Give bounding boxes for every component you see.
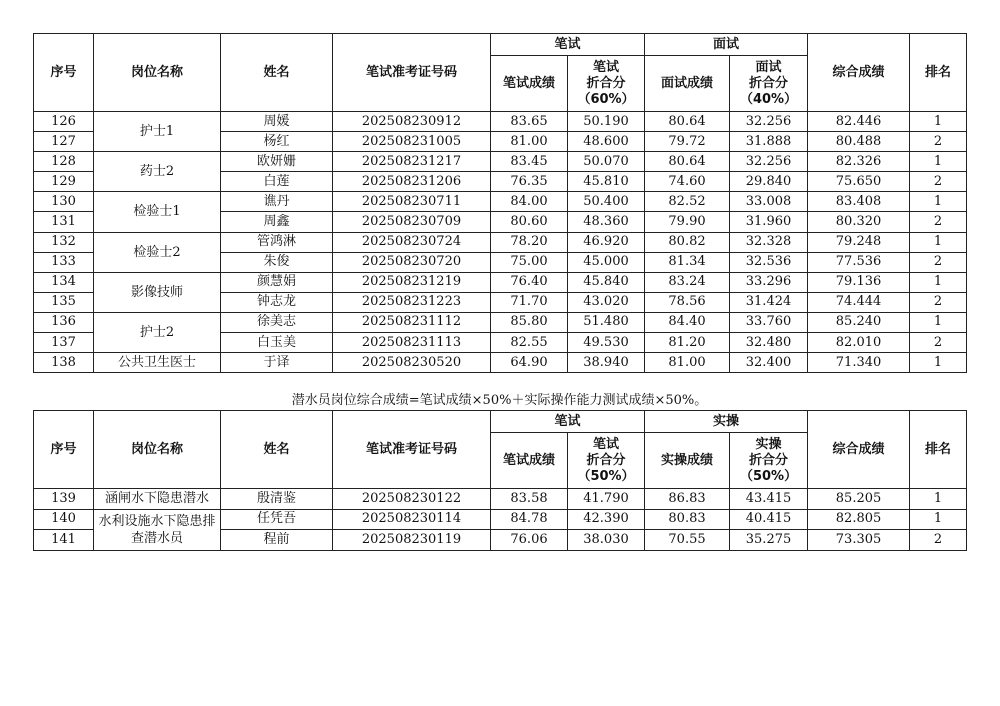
cell-name: 朱俊 xyxy=(221,252,333,272)
table-row xyxy=(34,232,967,252)
header-written-weighted-line: （50%） xyxy=(577,468,635,484)
cell-interview-score: 79.90 xyxy=(645,212,730,232)
cell-interview-weighted: 32.256 xyxy=(730,112,808,132)
diver-score-note: 潜水员岗位综合成绩=笔试成绩×50%＋实际操作能力测试成绩×50%。 xyxy=(291,393,708,408)
cell-ticket: 202508230709 xyxy=(333,212,491,232)
cell-written-weighted: 48.360 xyxy=(568,212,645,232)
cell-name: 钟志龙 xyxy=(221,292,333,312)
cell-ticket: 202508230114 xyxy=(333,509,491,530)
cell-total: 74.444 xyxy=(808,292,910,312)
cell-interview-weighted: 31.888 xyxy=(730,132,808,152)
cell-rank: 2 xyxy=(910,333,967,353)
header-written-group: 笔试 xyxy=(491,411,645,433)
cell-interview-weighted: 32.256 xyxy=(730,152,808,172)
cell-written-weighted: 41.790 xyxy=(568,489,645,510)
cell-written-score: 84.00 xyxy=(491,192,568,212)
cell-total: 85.240 xyxy=(808,312,910,332)
cell-practical-score: 80.83 xyxy=(645,509,730,530)
cell-rank: 1 xyxy=(910,112,967,132)
cell-interview-score: 80.64 xyxy=(645,112,730,132)
cell-written-score: 78.20 xyxy=(491,232,568,252)
header-written-weighted-line: 折合分 xyxy=(586,452,626,468)
header-written-weighted-line: 笔试 xyxy=(593,59,620,75)
cell-written-score: 75.00 xyxy=(491,252,568,272)
cell-interview-score: 80.64 xyxy=(645,152,730,172)
cell-rank: 1 xyxy=(910,489,967,510)
table-row xyxy=(34,192,967,212)
header-ticket: 笔试准考证号码 xyxy=(333,34,491,112)
header-written-group: 笔试 xyxy=(491,34,645,56)
cell-written-score: 84.78 xyxy=(491,509,568,530)
header-written-score: 笔试成绩 xyxy=(491,56,568,112)
cell-written-weighted: 46.920 xyxy=(568,232,645,252)
cell-total: 82.010 xyxy=(808,333,910,353)
cell-index: 132 xyxy=(34,232,94,252)
cell-index: 130 xyxy=(34,192,94,212)
header-rank: 排名 xyxy=(910,411,967,489)
cell-ticket: 202508230912 xyxy=(333,112,491,132)
cell-ticket: 202508230520 xyxy=(333,353,491,373)
cell-name: 白莲 xyxy=(221,172,333,192)
header-written-weighted-line: 笔试 xyxy=(593,436,620,452)
table-row xyxy=(34,489,967,510)
header-practical-weighted-line: （50%） xyxy=(739,468,798,484)
cell-written-weighted: 42.390 xyxy=(568,509,645,530)
header-practical-weighted xyxy=(730,433,808,489)
cell-position: 检验士1 xyxy=(94,192,221,232)
cell-ticket: 202508230720 xyxy=(333,252,491,272)
header-total: 综合成绩 xyxy=(808,411,910,489)
cell-interview-score: 78.56 xyxy=(645,292,730,312)
cell-name: 管鸿淋 xyxy=(221,232,333,252)
cell-written-weighted: 50.400 xyxy=(568,192,645,212)
header-total: 综合成绩 xyxy=(808,34,910,112)
header-name: 姓名 xyxy=(221,34,333,112)
cell-name: 于译 xyxy=(221,353,333,373)
cell-written-score: 64.90 xyxy=(491,353,568,373)
cell-name: 欧妍姗 xyxy=(221,152,333,172)
cell-name: 殷清鉴 xyxy=(221,489,333,510)
cell-index: 133 xyxy=(34,252,94,272)
cell-ticket: 202508230724 xyxy=(333,232,491,252)
cell-written-weighted: 45.810 xyxy=(568,172,645,192)
header-practical-weighted-line: 实操 xyxy=(755,436,782,452)
header-practical-group: 实操 xyxy=(645,411,808,433)
cell-interview-score: 74.60 xyxy=(645,172,730,192)
cell-rank: 1 xyxy=(910,509,967,530)
cell-position: 水利设施水下隐患排查潜水员 xyxy=(94,509,221,550)
cell-index: 129 xyxy=(34,172,94,192)
header-practical-weighted-line: 折合分 xyxy=(749,452,789,468)
header-interview-weighted xyxy=(730,56,808,112)
cell-interview-weighted: 33.296 xyxy=(730,272,808,292)
cell-index: 134 xyxy=(34,272,94,292)
cell-index: 128 xyxy=(34,152,94,172)
table-row xyxy=(34,312,967,332)
cell-position: 药士2 xyxy=(94,152,221,192)
cell-rank: 1 xyxy=(910,232,967,252)
cell-practical-score: 70.55 xyxy=(645,530,730,551)
cell-position: 护士2 xyxy=(94,312,221,352)
cell-name: 周媛 xyxy=(221,112,333,132)
header-interview-group: 面试 xyxy=(645,34,808,56)
cell-total: 83.408 xyxy=(808,192,910,212)
cell-interview-score: 84.40 xyxy=(645,312,730,332)
cell-interview-weighted: 32.400 xyxy=(730,353,808,373)
cell-practical-weighted: 35.275 xyxy=(730,530,808,551)
cell-interview-weighted: 33.008 xyxy=(730,192,808,212)
header-written-weighted xyxy=(568,56,645,112)
table-row xyxy=(34,509,967,530)
cell-written-weighted: 49.530 xyxy=(568,333,645,353)
cell-name: 杨红 xyxy=(221,132,333,152)
cell-written-weighted: 38.030 xyxy=(568,530,645,551)
header-index: 序号 xyxy=(34,34,94,112)
cell-total: 73.305 xyxy=(808,530,910,551)
practical-score-table xyxy=(33,410,967,551)
cell-interview-weighted: 31.960 xyxy=(730,212,808,232)
header-written-weighted-line: （60%） xyxy=(577,91,635,107)
cell-total: 80.488 xyxy=(808,132,910,152)
cell-written-weighted: 51.480 xyxy=(568,312,645,332)
cell-rank: 2 xyxy=(910,212,967,232)
cell-total: 77.536 xyxy=(808,252,910,272)
cell-written-score: 81.00 xyxy=(491,132,568,152)
cell-practical-weighted: 43.415 xyxy=(730,489,808,510)
cell-interview-weighted: 32.536 xyxy=(730,252,808,272)
cell-index: 127 xyxy=(34,132,94,152)
cell-position: 影像技师 xyxy=(94,272,221,312)
header-practical-score: 实操成绩 xyxy=(645,433,730,489)
cell-written-score: 80.60 xyxy=(491,212,568,232)
cell-practical-weighted: 40.415 xyxy=(730,509,808,530)
header-rank: 排名 xyxy=(910,34,967,112)
header-interview-score: 面试成绩 xyxy=(645,56,730,112)
cell-total: 82.446 xyxy=(808,112,910,132)
header-ticket: 笔试准考证号码 xyxy=(333,411,491,489)
cell-interview-score: 81.00 xyxy=(645,353,730,373)
cell-total: 82.326 xyxy=(808,152,910,172)
cell-position: 护士1 xyxy=(94,112,221,152)
cell-written-weighted: 45.000 xyxy=(568,252,645,272)
cell-practical-score: 86.83 xyxy=(645,489,730,510)
cell-name: 任凭吾 xyxy=(221,509,333,530)
cell-index: 136 xyxy=(34,312,94,332)
header-interview-weighted-line: 折合分 xyxy=(749,75,789,91)
header-position: 岗位名称 xyxy=(94,411,221,489)
cell-rank: 2 xyxy=(910,292,967,312)
cell-written-score: 76.06 xyxy=(491,530,568,551)
cell-written-weighted: 50.070 xyxy=(568,152,645,172)
cell-written-score: 71.70 xyxy=(491,292,568,312)
cell-total: 79.136 xyxy=(808,272,910,292)
cell-rank: 2 xyxy=(910,172,967,192)
cell-written-score: 85.80 xyxy=(491,312,568,332)
cell-ticket: 202508231112 xyxy=(333,312,491,332)
table-row xyxy=(34,152,967,172)
cell-written-weighted: 45.840 xyxy=(568,272,645,292)
cell-interview-score: 80.82 xyxy=(645,232,730,252)
cell-written-weighted: 38.940 xyxy=(568,353,645,373)
cell-rank: 1 xyxy=(910,353,967,373)
cell-index: 131 xyxy=(34,212,94,232)
cell-index: 137 xyxy=(34,333,94,353)
cell-rank: 2 xyxy=(910,252,967,272)
cell-interview-score: 83.24 xyxy=(645,272,730,292)
cell-name: 颜慧娟 xyxy=(221,272,333,292)
cell-interview-score: 82.52 xyxy=(645,192,730,212)
cell-index: 139 xyxy=(34,489,94,510)
cell-interview-weighted: 29.840 xyxy=(730,172,808,192)
cell-ticket: 202508231217 xyxy=(333,152,491,172)
table-row xyxy=(34,112,967,132)
cell-ticket: 202508230119 xyxy=(333,530,491,551)
cell-written-score: 83.58 xyxy=(491,489,568,510)
cell-index: 126 xyxy=(34,112,94,132)
cell-interview-score: 81.20 xyxy=(645,333,730,353)
cell-position: 检验士2 xyxy=(94,232,221,272)
cell-rank: 1 xyxy=(910,192,967,212)
cell-interview-weighted: 31.424 xyxy=(730,292,808,312)
cell-total: 82.805 xyxy=(808,509,910,530)
cell-written-score: 83.65 xyxy=(491,112,568,132)
header-name: 姓名 xyxy=(221,411,333,489)
cell-ticket: 202508231219 xyxy=(333,272,491,292)
cell-index: 135 xyxy=(34,292,94,312)
cell-written-weighted: 43.020 xyxy=(568,292,645,312)
cell-interview-score: 81.34 xyxy=(645,252,730,272)
cell-position: 涵闸水下隐患潜水 xyxy=(94,489,221,510)
cell-written-score: 82.55 xyxy=(491,333,568,353)
cell-name: 程前 xyxy=(221,530,333,551)
cell-rank: 1 xyxy=(910,272,967,292)
header-written-weighted xyxy=(568,433,645,489)
cell-name: 周鑫 xyxy=(221,212,333,232)
header-index: 序号 xyxy=(34,411,94,489)
cell-ticket: 202508230711 xyxy=(333,192,491,212)
cell-interview-weighted: 33.760 xyxy=(730,312,808,332)
cell-written-weighted: 48.600 xyxy=(568,132,645,152)
cell-ticket: 202508231005 xyxy=(333,132,491,152)
cell-written-score: 76.40 xyxy=(491,272,568,292)
cell-interview-weighted: 32.480 xyxy=(730,333,808,353)
cell-rank: 1 xyxy=(910,152,967,172)
cell-name: 徐美志 xyxy=(221,312,333,332)
cell-written-score: 83.45 xyxy=(491,152,568,172)
cell-written-weighted: 50.190 xyxy=(568,112,645,132)
table-row xyxy=(34,353,967,373)
cell-index: 140 xyxy=(34,509,94,530)
cell-name: 谯丹 xyxy=(221,192,333,212)
header-written-weighted-line: 折合分 xyxy=(586,75,626,91)
cell-total: 71.340 xyxy=(808,353,910,373)
cell-total: 80.320 xyxy=(808,212,910,232)
cell-total: 85.205 xyxy=(808,489,910,510)
cell-total: 79.248 xyxy=(808,232,910,252)
cell-position: 公共卫生医士 xyxy=(94,353,221,373)
cell-rank: 2 xyxy=(910,132,967,152)
cell-index: 141 xyxy=(34,530,94,551)
cell-ticket: 202508231206 xyxy=(333,172,491,192)
header-position: 岗位名称 xyxy=(94,34,221,112)
cell-rank: 2 xyxy=(910,530,967,551)
cell-ticket: 202508230122 xyxy=(333,489,491,510)
table-row xyxy=(34,272,967,292)
cell-rank: 1 xyxy=(910,312,967,332)
cell-interview-weighted: 32.328 xyxy=(730,232,808,252)
cell-written-score: 76.35 xyxy=(491,172,568,192)
cell-index: 138 xyxy=(34,353,94,373)
cell-total: 75.650 xyxy=(808,172,910,192)
header-interview-weighted-line: （40%） xyxy=(739,91,798,107)
header-interview-weighted-line: 面试 xyxy=(755,59,782,75)
header-written-score: 笔试成绩 xyxy=(491,433,568,489)
cell-ticket: 202508231113 xyxy=(333,333,491,353)
cell-interview-score: 79.72 xyxy=(645,132,730,152)
cell-name: 白玉美 xyxy=(221,333,333,353)
cell-ticket: 202508231223 xyxy=(333,292,491,312)
interview-score-table xyxy=(33,33,967,373)
